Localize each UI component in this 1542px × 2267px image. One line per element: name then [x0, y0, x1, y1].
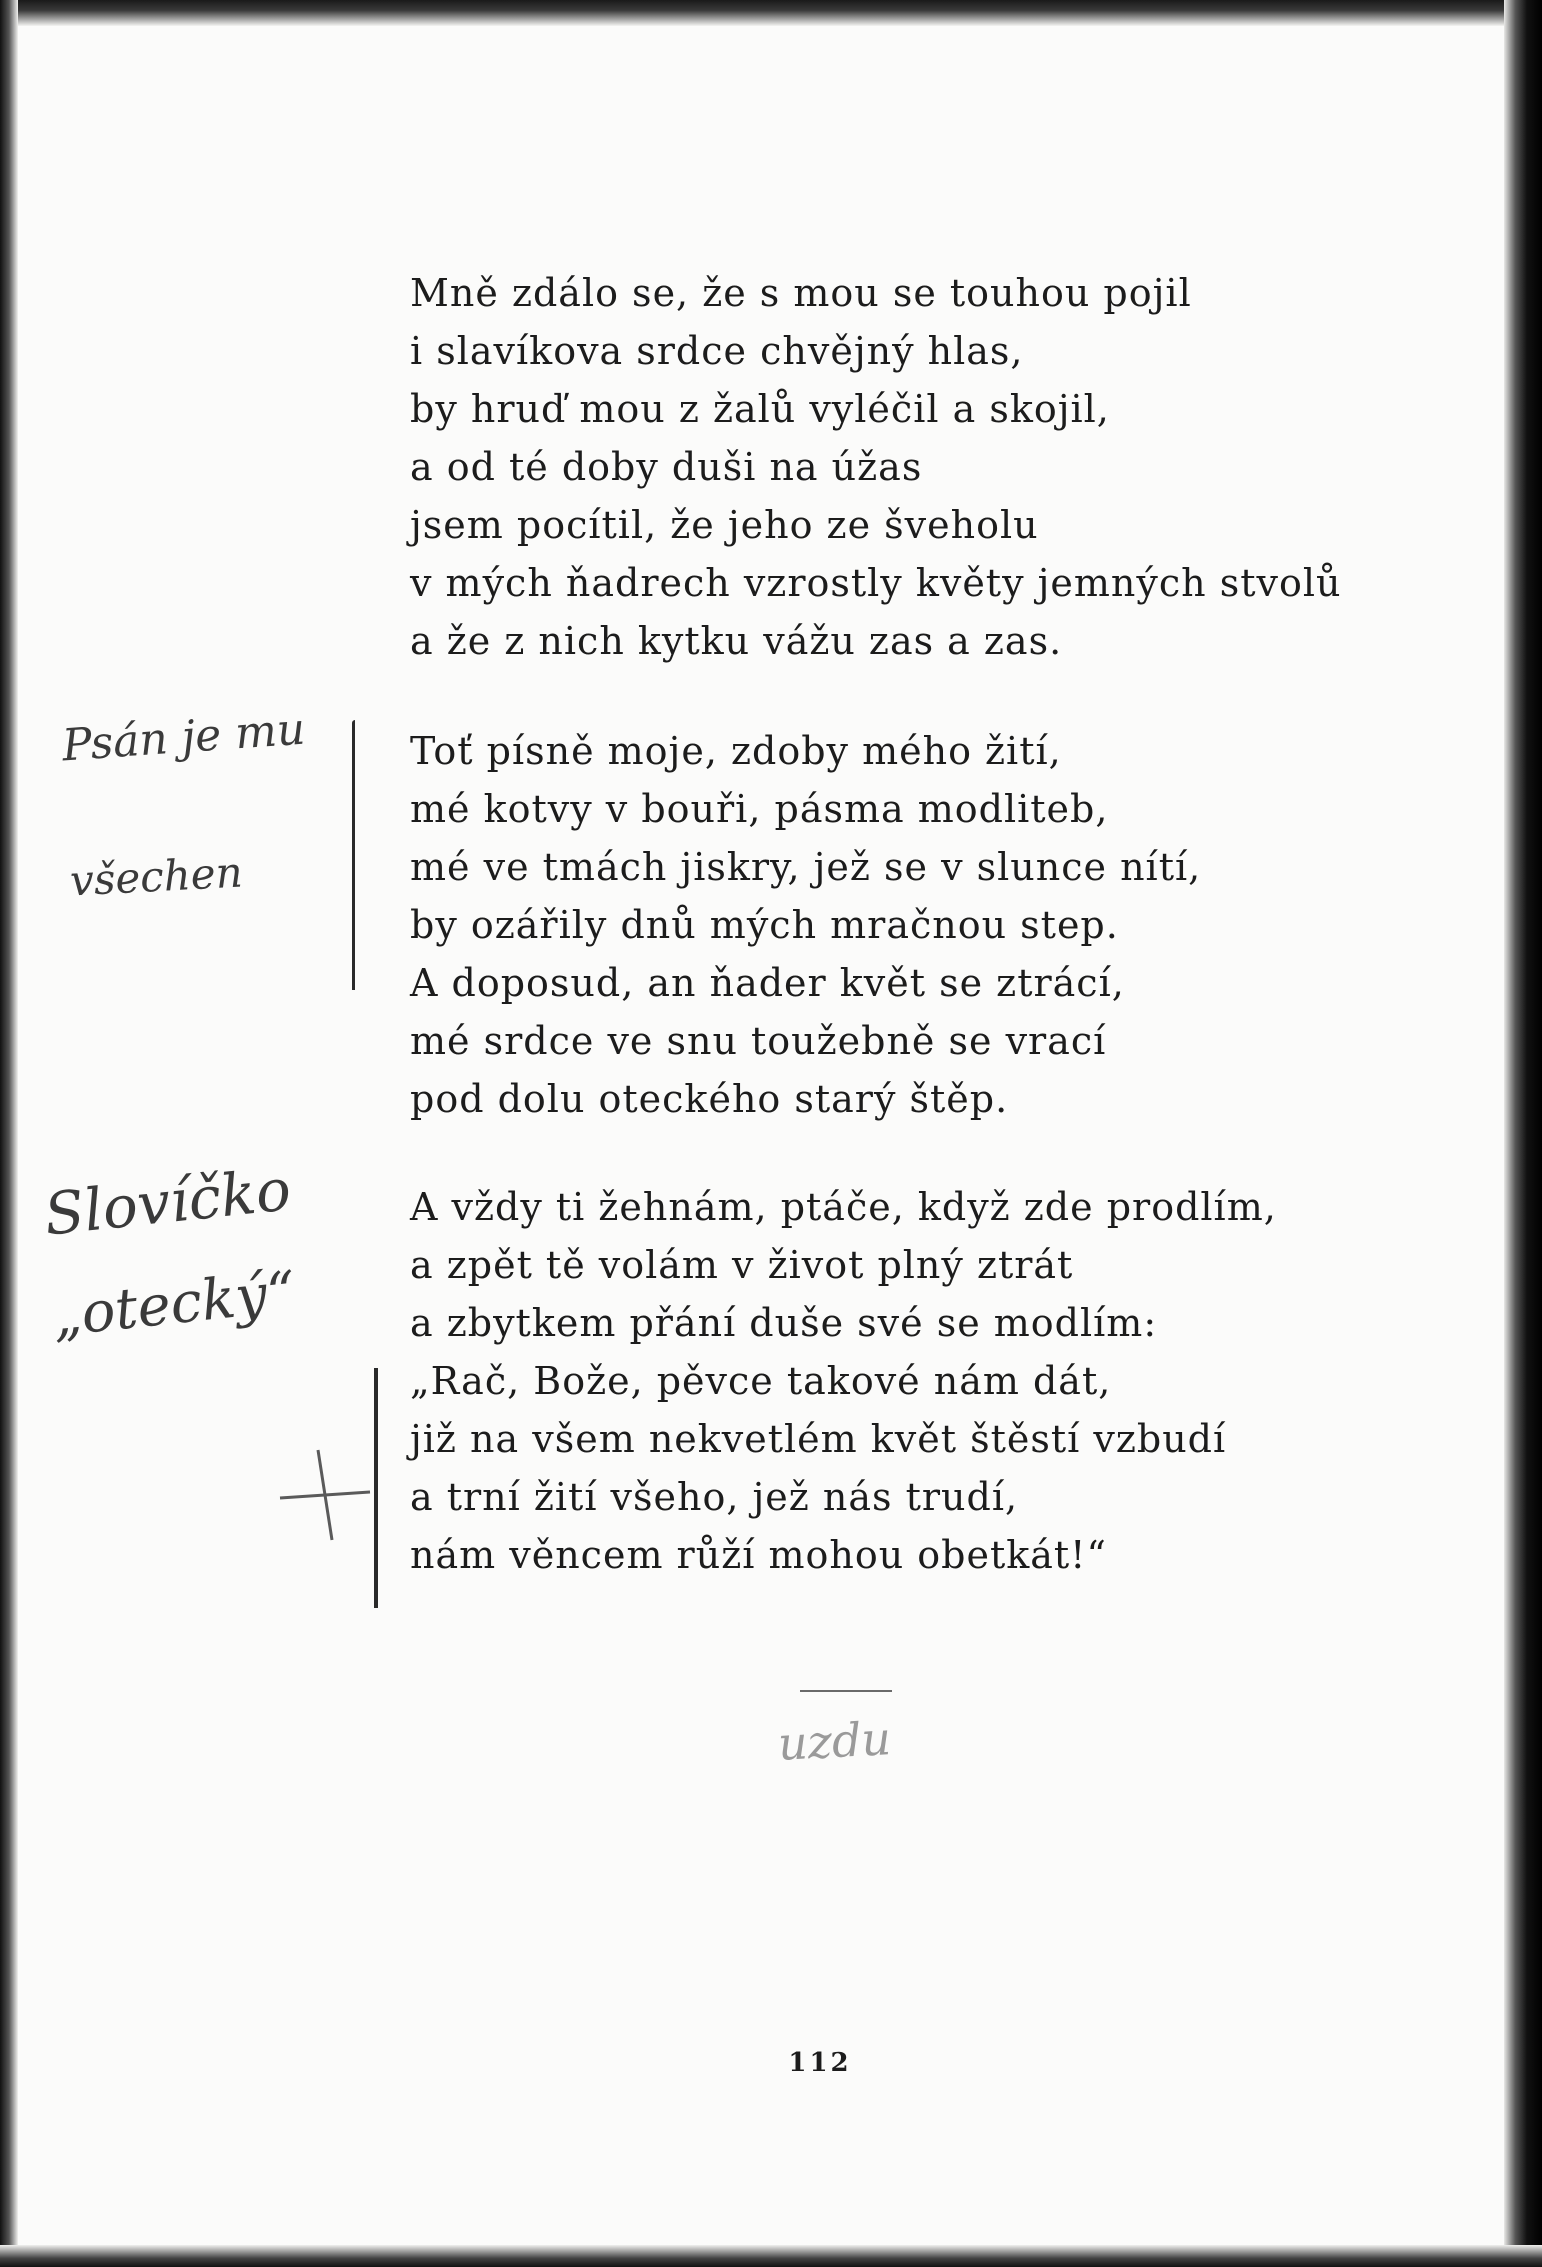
verse-line: mé kotvy v bouři, pásma modliteb, [410, 787, 1109, 831]
verse-line: nám věncem růží mohou obetkát!“ [410, 1533, 1107, 1577]
stanza-1 [410, 264, 1341, 670]
verse-line: a zpět tě volám v život plný ztrát [410, 1243, 1074, 1287]
verse-line: a zbytkem přání duše své se modlím: [410, 1301, 1158, 1345]
verse-line: v mých ňadrech vzrostly květy jemných stvolů [410, 561, 1342, 605]
stanza-3 [410, 1178, 1277, 1584]
handwritten-note-slovicko: Slovíčko [41, 1155, 294, 1249]
handwritten-note-otecky: „otecký“ [49, 1259, 299, 1350]
scan-right-edge [1504, 0, 1542, 2267]
verse-line: a od té doby duši na úžas [410, 445, 923, 489]
verse-line: pod dolu oteckého starý štěp. [410, 1077, 1009, 1121]
verse-line: by ozářily dnů mých mračnou step. [410, 903, 1119, 947]
verse-line: jsem pocítil, že jeho ze šveholu [410, 503, 1039, 547]
scan-bottom-edge [0, 2245, 1542, 2267]
verse-line: a že z nich kytku vážu zas a zas. [410, 619, 1063, 663]
verse-line: již na všem nekvetlém květ štěstí vzbudí [410, 1417, 1227, 1461]
handwritten-note-vsechen: všechen [68, 847, 244, 906]
verse-line: Mně zdálo se, že s mou se touhou pojil [410, 271, 1192, 315]
pencil-cross-mark [270, 1440, 380, 1550]
verse-line: a trní žití všeho, jež nás trudí, [410, 1475, 1019, 1519]
rule-separator [800, 1690, 892, 1692]
verse-line: „Rač, Bože, pěvce takové nám dát, [410, 1359, 1112, 1403]
scan-left-edge [0, 0, 18, 2267]
verse-line: by hruď mou z žalů vyléčil a skojil, [410, 387, 1110, 431]
verse-line: mé ve tmách jiskry, jež se v slunce nítí, [410, 845, 1202, 889]
verse-line: Toť písně moje, zdoby mého žití, [410, 729, 1062, 773]
verse-line: mé srdce ve snu toužebně se vrací [410, 1019, 1107, 1063]
verse-line: A vždy ti žehnám, ptáče, když zde prodlím, [410, 1185, 1277, 1229]
page-number: 112 [788, 2048, 852, 2078]
verse-line: A doposud, an ňader květ se ztrácí, [410, 961, 1125, 1005]
verse-line: i slavíkova srdce chvějný hlas, [410, 329, 1024, 373]
scan-top-edge [0, 0, 1542, 26]
pencil-bracket-mark [352, 720, 355, 990]
handwritten-note-uzdu: uzdu [776, 1711, 893, 1771]
stanza-2 [410, 722, 1201, 1128]
handwritten-note-psan: Psán je mu [60, 703, 307, 772]
